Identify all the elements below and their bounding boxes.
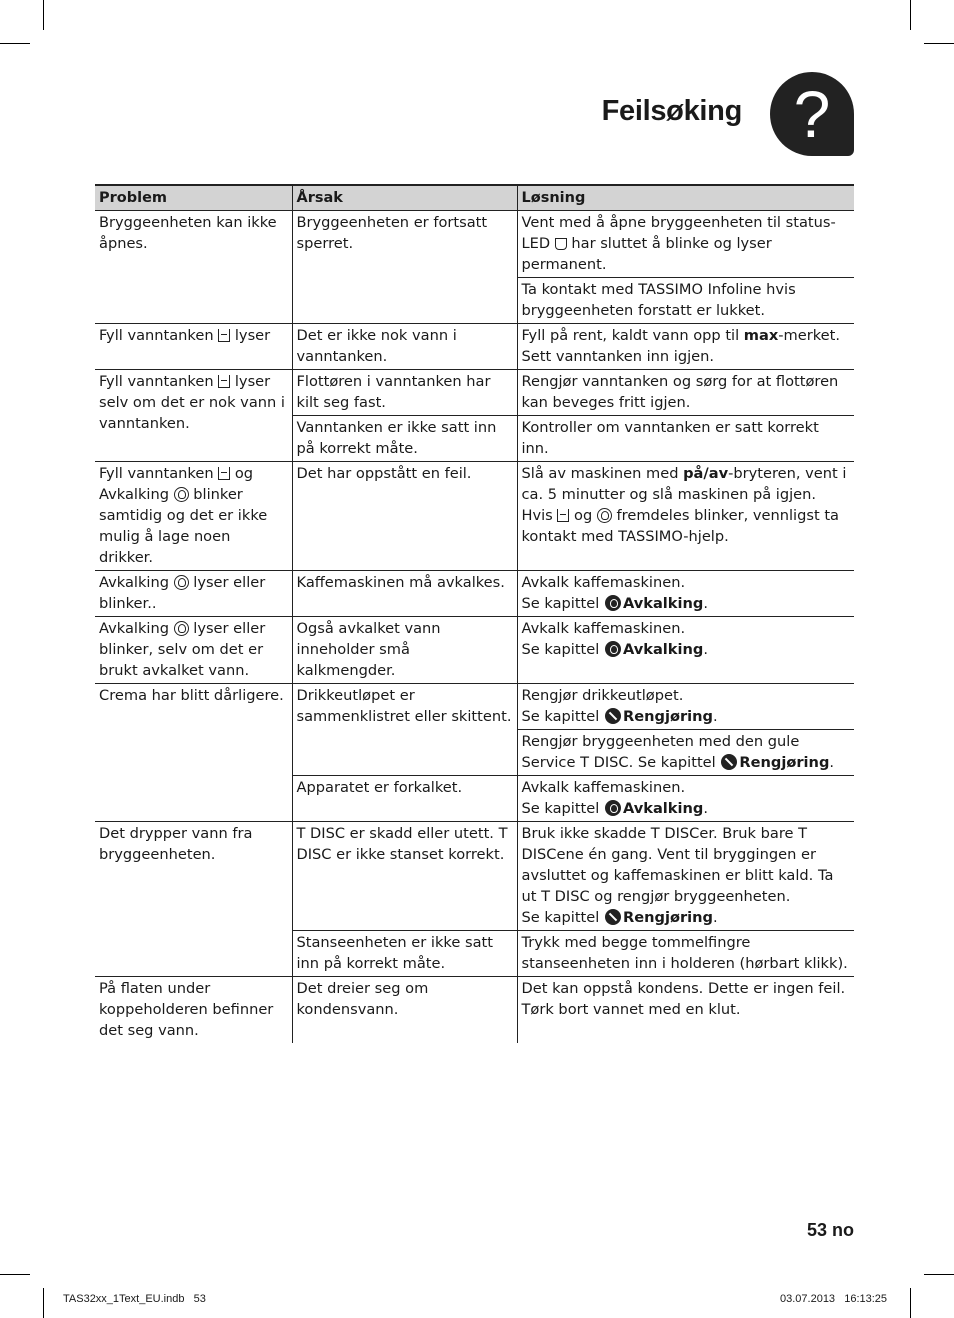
crop-mark — [0, 1274, 30, 1275]
water-tank-icon — [218, 375, 230, 388]
cause-cell: Bryggeenheten er fortsatt sperret. — [292, 211, 517, 324]
table-row — [95, 977, 854, 1044]
cause-cell: T DISC er skadd eller utett. T DISC er ikke stanset korrekt. — [292, 822, 517, 931]
solution-cell: Rengjør bryggeenheten med den gule Service T DISC. Se kapittel Rengjøring. — [517, 730, 854, 776]
table-header-row — [95, 185, 854, 211]
column-header-cause: Årsak — [292, 185, 517, 211]
solution-cell: Slå av maskinen med på/av-bryteren, vent i ca. 5 minutter og slå maskinen på igjen. Hvis og fremdeles blinker, vennligst ta kontakt med TASSIMO-hjelp. — [517, 462, 854, 571]
cleaning-icon — [721, 754, 737, 770]
crop-mark — [910, 1288, 911, 1318]
solution-cell: Avkalk kaffemaskinen. Se kapittel Avkalking. — [517, 571, 854, 617]
cause-cell: Drikkeutløpet er sammenklistret eller skittent. — [292, 684, 517, 776]
crop-mark — [43, 0, 44, 30]
crop-mark — [924, 1274, 954, 1275]
problem-cell: Fyll vanntanken og Avkalking blinker samtidig og det er ikke mulig å lage noen drikker. — [95, 462, 292, 571]
question-mark-icon: ? — [770, 72, 854, 156]
table-row — [95, 370, 854, 416]
column-header-problem: Problem — [95, 185, 292, 211]
cause-cell: Det dreier seg om kondensvann. — [292, 977, 517, 1044]
page-title: Feilsøking — [601, 95, 742, 127]
problem-cell: Crema har blitt dårligere. — [95, 684, 292, 822]
problem-cell: Avkalking lyser eller blinker.. — [95, 571, 292, 617]
cup-status-icon — [555, 238, 567, 250]
solution-cell: Avkalk kaffemaskinen. Se kapittel Avkalking. — [517, 776, 854, 822]
table-row — [95, 822, 854, 931]
troubleshooting-table — [95, 184, 854, 1043]
table-row — [95, 571, 854, 617]
table-row — [95, 617, 854, 684]
solution-cell: Rengjør vanntanken og sørg for at flottøren kan beveges fritt igjen. — [517, 370, 854, 416]
table-row — [95, 684, 854, 730]
descale-chapter-icon — [605, 641, 621, 657]
problem-cell: Bryggeenheten kan ikke åpnes. — [95, 211, 292, 324]
cleaning-icon — [605, 909, 621, 925]
cause-cell: Stanseenheten er ikke satt inn på korrekt måte. — [292, 931, 517, 977]
crop-mark — [910, 0, 911, 30]
descale-chapter-icon — [605, 595, 621, 611]
solution-cell: Kontroller om vanntanken er satt korrekt inn. — [517, 416, 854, 462]
footer-timestamp: 03.07.2013 16:13:25 — [780, 1293, 888, 1305]
problem-cell: Avkalking lyser eller blinker, selv om det er brukt avkalket vann. — [95, 617, 292, 684]
cause-cell: Også avkalket vann inneholder små kalkmengder. — [292, 617, 517, 684]
crop-mark — [43, 1288, 44, 1318]
solution-cell: Vent med å åpne bryggeenheten til status-LED har sluttet å blinke og lyser permanent. — [517, 211, 854, 278]
descale-icon — [174, 487, 189, 502]
water-tank-icon — [218, 467, 230, 480]
solution-cell: Bruk ikke skadde T DISCer. Bruk bare T DISCene én gang. Vent til bryggingen er avsluttet og kaffemaskinen er blitt kald. Ta ut T DISC og rengjør bryggeenheten. Se kapittel Rengjøring. — [517, 822, 854, 931]
footer-file-info: TAS32xx_1Text_EU.indb 53 — [63, 1293, 206, 1305]
problem-cell: På flaten under koppeholderen befinner det seg vann. — [99, 980, 274, 1039]
column-header-solution: Løsning — [517, 185, 854, 211]
cause-cell: Kaffemaskinen må avkalkes. — [292, 571, 517, 617]
table-row — [95, 324, 854, 370]
water-tank-icon — [218, 329, 230, 342]
cause-cell: Vanntanken er ikke satt inn på korrekt måte. — [292, 416, 517, 462]
solution-cell: Trykk med begge tommelfingre stanseenheten inn i holderen (hørbart klikk). — [517, 931, 854, 977]
crop-mark — [0, 43, 30, 44]
descale-icon — [597, 508, 612, 523]
table-row — [95, 211, 854, 278]
cause-cell: Det har oppstått en feil. — [292, 462, 517, 571]
solution-cell: Avkalk kaffemaskinen. Se kapittel Avkalking. — [517, 617, 854, 684]
solution-cell: Fyll på rent, kaldt vann opp til max-merket. Sett vanntanken inn igjen. — [517, 324, 854, 370]
solution-cell: Det kan oppstå kondens. Dette er ingen feil. Tørk bort vannet med en klut. — [517, 977, 854, 1044]
page-number: 53 no — [806, 1220, 854, 1240]
solution-cell: Ta kontakt med TASSIMO Infoline hvis bryggeenheten forstatt er lukket. — [517, 278, 854, 324]
descale-icon — [174, 621, 189, 636]
cause-cell: Flottøren i vanntanken har kilt seg fast. — [292, 370, 517, 416]
crop-mark — [924, 43, 954, 44]
cause-cell: Apparatet er forkalket. — [292, 776, 517, 822]
descale-icon — [174, 575, 189, 590]
cleaning-icon — [605, 708, 621, 724]
descale-chapter-icon — [605, 800, 621, 816]
water-tank-icon — [557, 509, 569, 522]
cause-cell: Det er ikke nok vann i vanntanken. — [292, 324, 517, 370]
problem-cell: Det drypper vann fra bryggeenheten. — [95, 822, 292, 977]
problem-cell: Fyll vanntanken lyser selv om det er nok vann i vanntanken. — [95, 370, 292, 462]
table-row — [95, 462, 854, 571]
problem-cell: Fyll vanntanken lyser — [95, 324, 292, 370]
solution-cell: Rengjør drikkeutløpet. Se kapittel Rengjøring. — [517, 684, 854, 730]
